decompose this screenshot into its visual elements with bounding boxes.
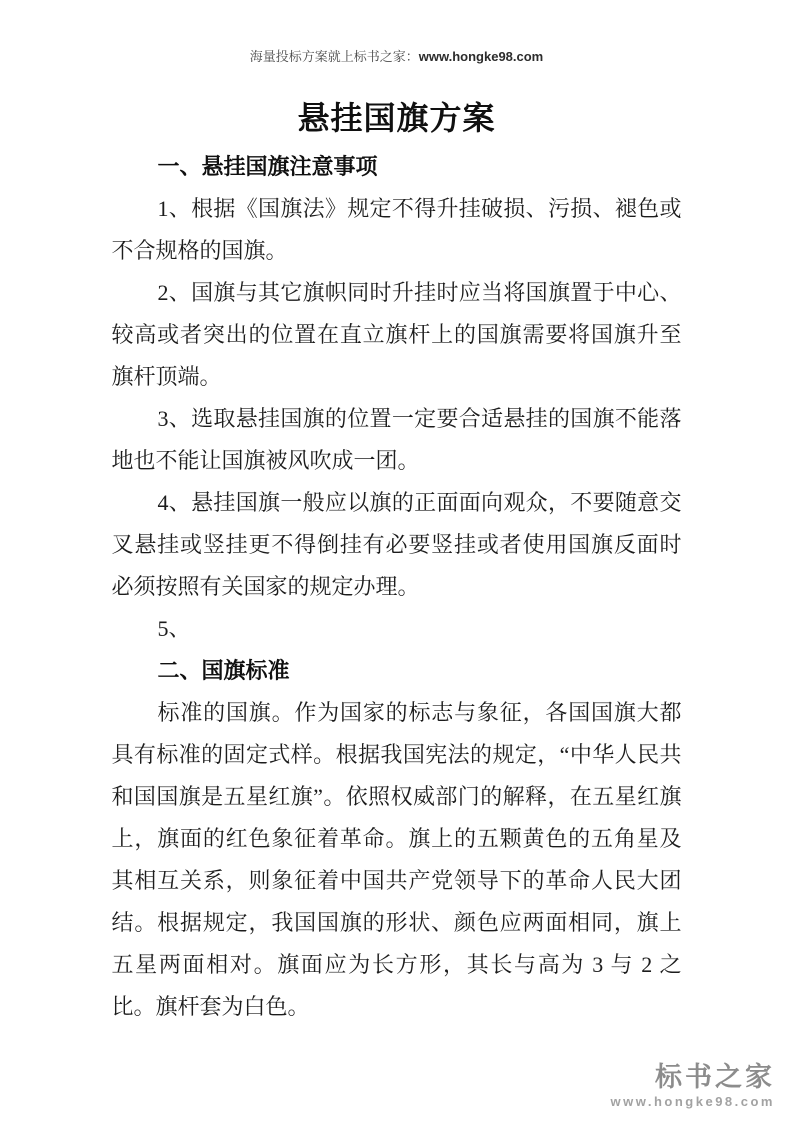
watermark-url: www.hongke98.com xyxy=(610,1094,775,1109)
paragraph-rule-2: 2、国旗与其它旗帜同时升挂时应当将国旗置于中心、较高或者突出的位置在直立旗杆上的国旗需要将国旗升至旗杆顶端。 xyxy=(111,280,682,389)
watermark xyxy=(611,1062,776,1109)
paragraph-rule-5: 5、 xyxy=(157,616,191,641)
paragraph-rule-1: 1、根据《国旗法》规定不得升挂破损、污损、褪色或不合规格的国旗。 xyxy=(111,196,682,263)
header-site-text: 海量投标方案就上标书之家： xyxy=(249,49,419,64)
document-body xyxy=(112,146,682,1028)
paragraph-flag-standard: 标准的国旗。作为国家的标志与象征，各国国旗大都具有标准的固定式样。根据我国宪法的规定，“中华人民共和国国旗是五星红旗”。依照权威部门的解释，在五星红旗上，旗面的红色象征着革命。旗上的五颗黄色的五角星及其相互关系，则象征着中国共产党领导下的革命人民大团结。根据规定，我国国旗的形状、颜色应两面相同，旗上五星两面相对。旗面应为长方形，其长与高为 3 与 2 之比。旗杆套为白色。 xyxy=(111,700,682,1019)
section-heading-notes: 一、悬挂国旗注意事项 xyxy=(157,154,378,179)
paragraph-rule-3: 3、选取悬挂国旗的位置一定要合适悬挂的国旗不能落地也不能让国旗被风吹成一团。 xyxy=(111,406,682,473)
section-heading-flag-standard: 二、国旗标准 xyxy=(157,658,290,683)
header-site-url: www.hongke98.com xyxy=(418,49,544,64)
paragraph-rule-4: 4、悬挂国旗一般应以旗的正面面向观众，不要随意交叉悬挂或竖挂更不得倒挂有必要竖挂或者使用国旗反面时必须按照有关国家的规定办理。 xyxy=(111,490,682,599)
watermark-logo: 标书之家 xyxy=(655,1062,775,1092)
document-title: 悬挂国旗方案 xyxy=(297,100,496,136)
page-header xyxy=(0,0,793,66)
